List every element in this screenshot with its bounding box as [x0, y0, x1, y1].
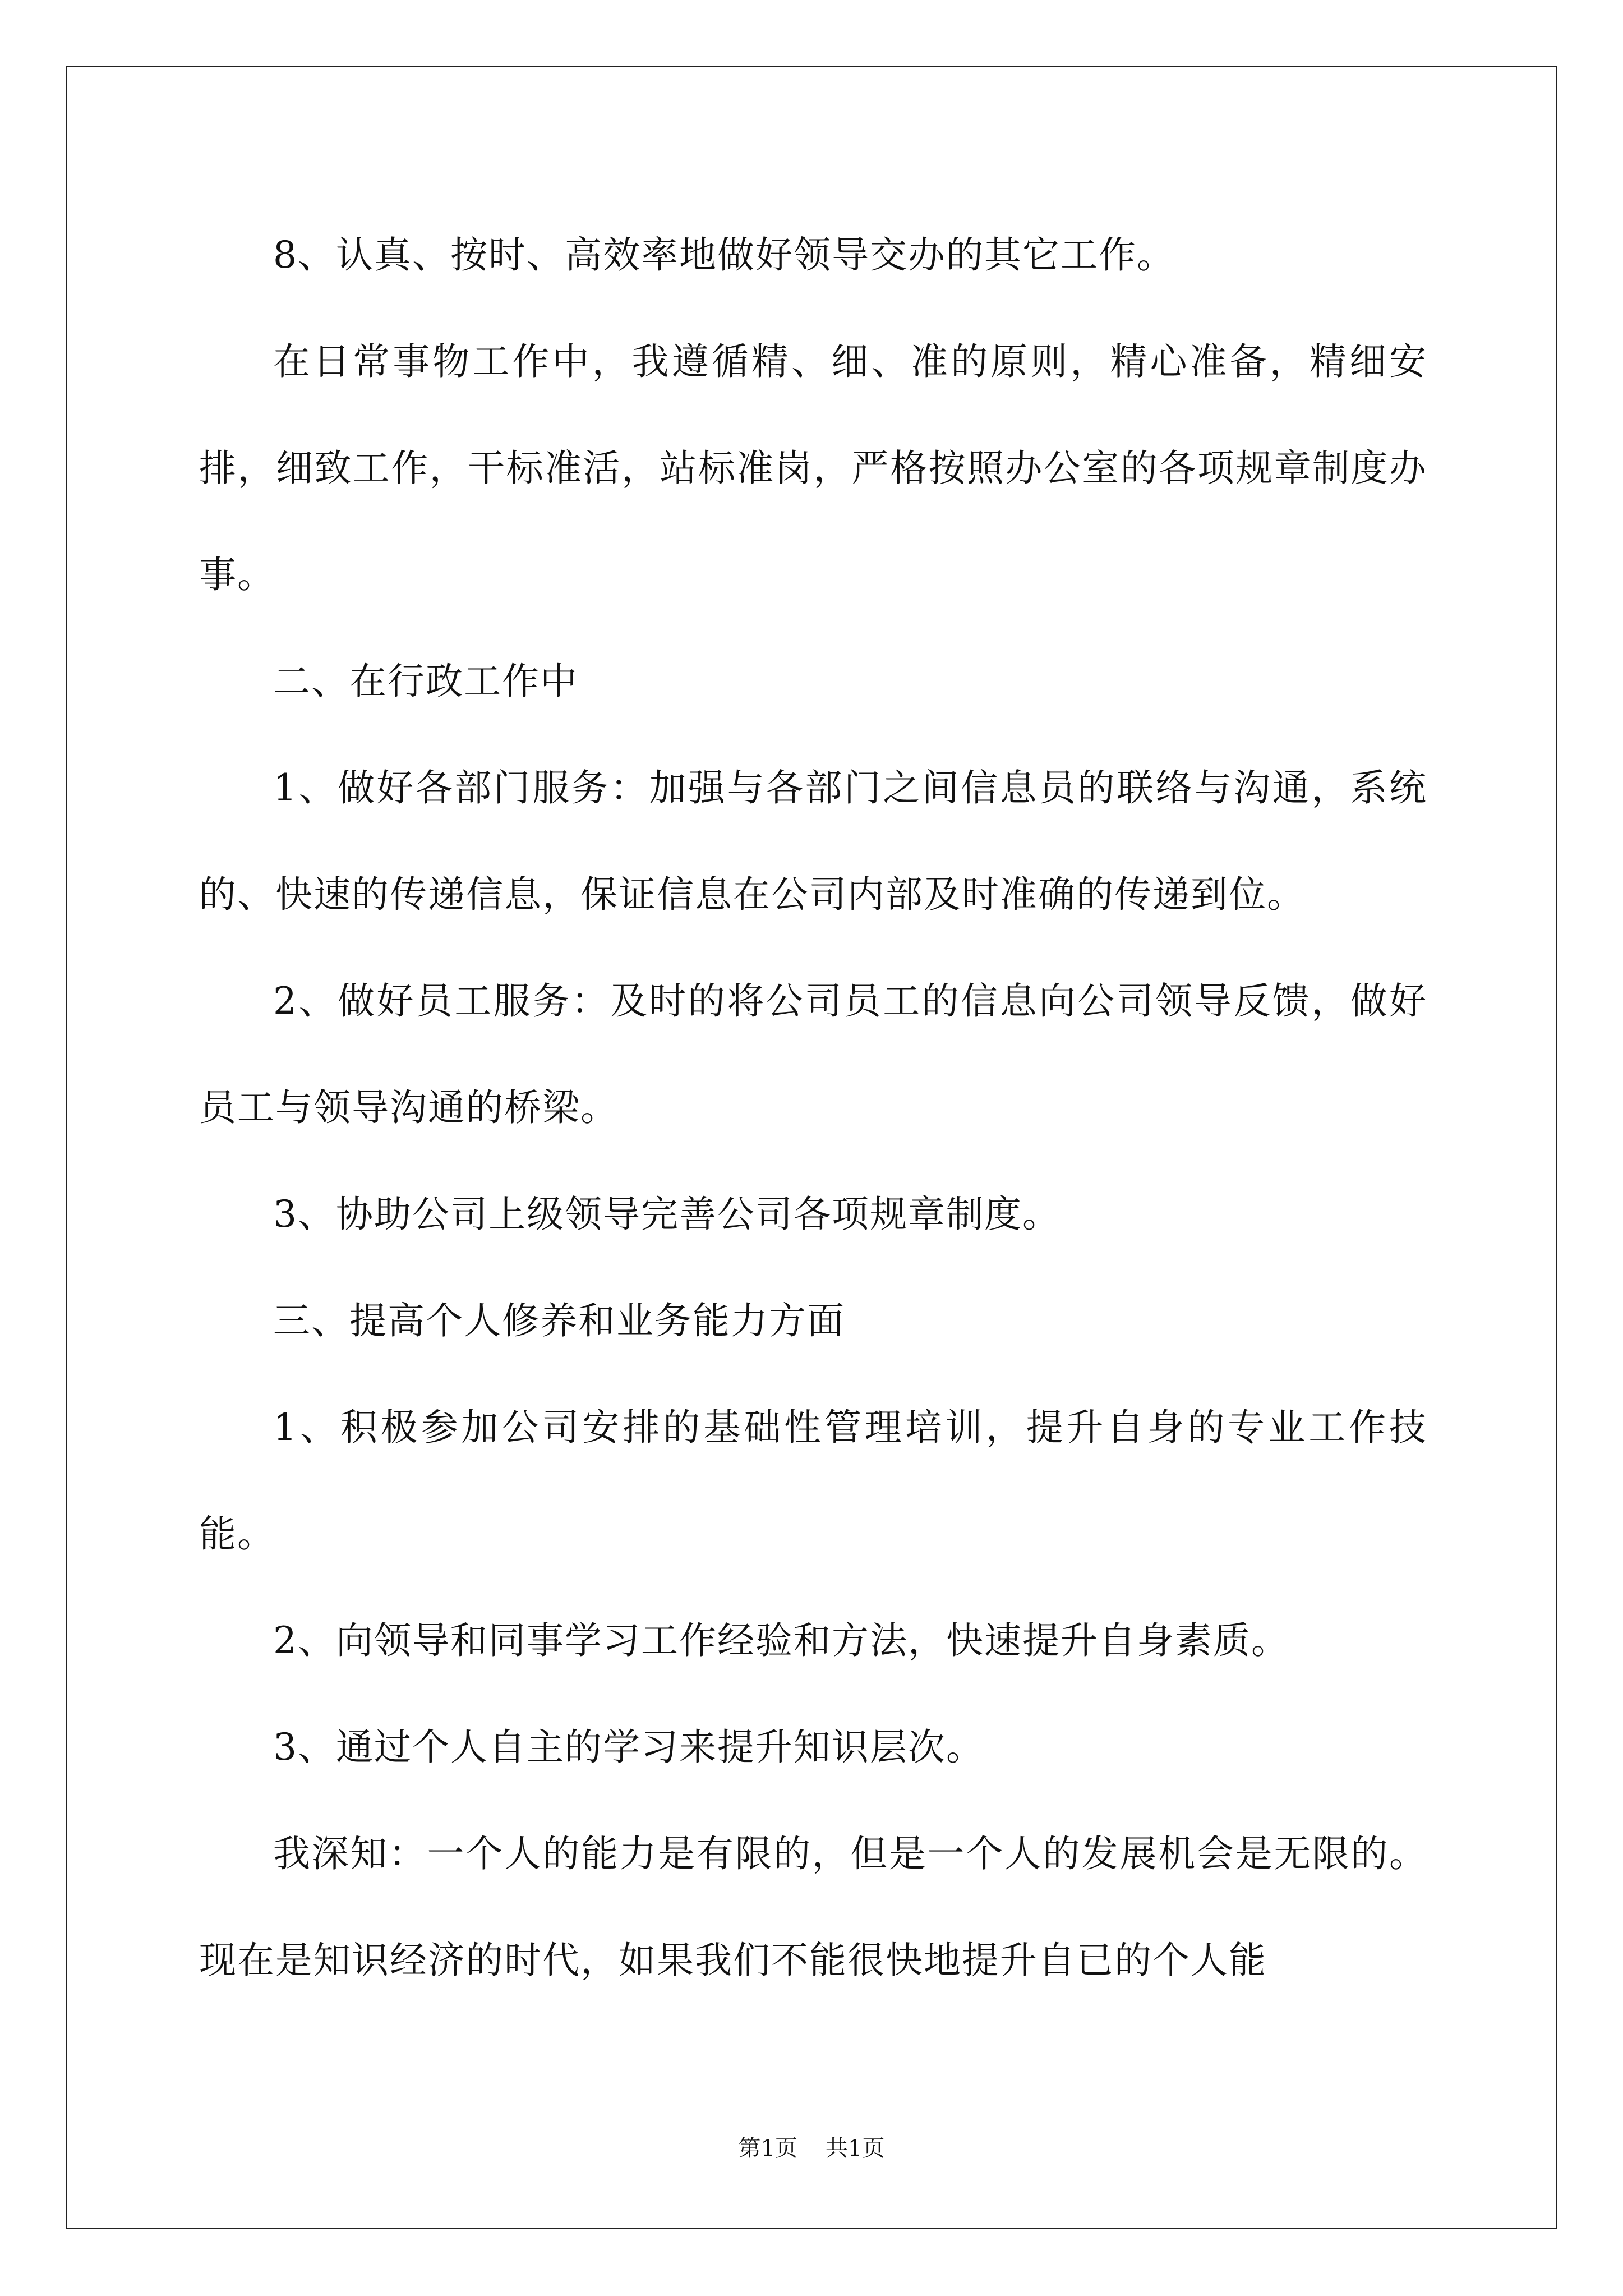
paragraph: 8、认真、按时、高效率地做好领导交办的其它工作。: [273, 233, 1175, 277]
paragraph: 3、通过个人自主的学习来提升知识层次。: [273, 1726, 984, 1769]
paragraph: 2、做好员工服务：及时的将公司员工的信息向公司领导反馈，做好员工与领导沟通的桥梁。: [199, 979, 1427, 1129]
document-body: [199, 202, 1427, 2014]
paragraph: 2、向领导和同事学习工作经验和方法，快速提升自身素质。: [273, 1619, 1289, 1662]
paragraph: 我深知：一个人的能力是有限的，但是一个人的发展机会是无限的。现在是知识经济的时代，如果我们不能很快地提升自已的个人能: [199, 1832, 1427, 1982]
paragraph: 3、协助公司上级领导完善公司各项规章制度。: [273, 1193, 1061, 1236]
section-heading: 二、在行政工作中: [273, 660, 578, 703]
paragraph: 1、积极参加公司安排的基础性管理培训，提升自身的专业工作技能。: [199, 1406, 1427, 1556]
paragraph: 在日常事物工作中，我遵循精、细、准的原则，精心准备，精细安排，细致工作，干标准活，站标准岗，严格按照办公室的各项规章制度办事。: [199, 340, 1427, 596]
page-footer: [0, 2134, 1623, 2162]
page-total: 共1页: [826, 2136, 885, 2161]
section-heading: 三、提高个人修养和业务能力方面: [273, 1299, 845, 1342]
paragraph: 1、做好各部门服务：加强与各部门之间信息员的联络与沟通，系统的、快速的传递信息，保证信息在公司内部及时准确的传递到位。: [199, 766, 1427, 916]
page-number: 第1页: [738, 2136, 797, 2161]
